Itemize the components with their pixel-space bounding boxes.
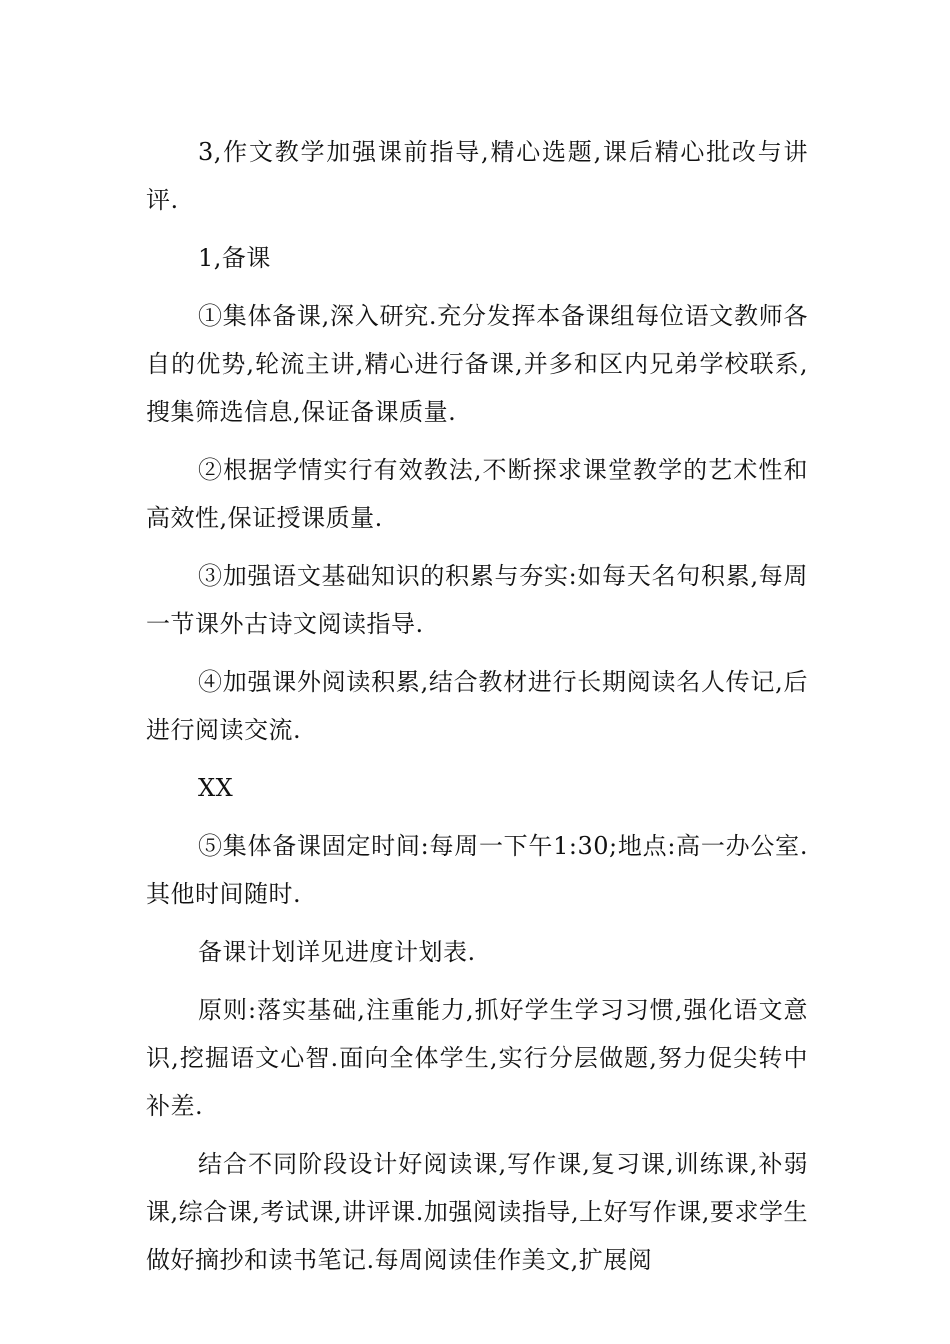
paragraph-lesson-prep-heading: 1,备课 xyxy=(198,244,271,272)
paragraph-basic-knowledge: ③加强语文基础知识的积累与夯实:如每天名句积累,每周一节课外古诗文阅读指导. xyxy=(146,562,808,638)
paragraph-composition-teaching: 3,作文教学加强课前指导,精心选题,课后精心批改与讲评. xyxy=(146,138,808,214)
paragraph-prep-plan: 备课计划详见进度计划表. xyxy=(198,938,476,966)
paragraph-principles: 原则:落实基础,注重能力,抓好学生学习习惯,强化语文意识,挖掘语文心智.面向全体学生,实行分层做题,努力促尖转中补差. xyxy=(146,996,808,1120)
paragraph-effective-methods: ②根据学情实行有效教法,不断探求课堂教学的艺术性和高效性,保证授课质量. xyxy=(146,456,808,532)
paragraph-xx: XX xyxy=(198,774,234,802)
paragraph-course-design: 结合不同阶段设计好阅读课,写作课,复习课,训练课,补弱课,综合课,考试课,讲评课.加强阅读指导,上好写作课,要求学生做好摘抄和读书笔记.每周阅读佳作美文,扩展阅 xyxy=(146,1150,808,1274)
paragraph-extracurricular-reading: ④加强课外阅读积累,结合教材进行长期阅读名人传记,后进行阅读交流. xyxy=(146,668,808,744)
paragraph-prep-schedule: ⑤集体备课固定时间:每周一下午1:30;地点:高一办公室.其他时间随时. xyxy=(146,832,808,908)
paragraph-collective-prep: ①集体备课,深入研究.充分发挥本备课组每位语文教师各自的优势,轮流主讲,精心进行备课,并多和区内兄弟学校联系,搜集筛选信息,保证备课质量. xyxy=(146,302,808,426)
document-body xyxy=(146,128,808,1294)
